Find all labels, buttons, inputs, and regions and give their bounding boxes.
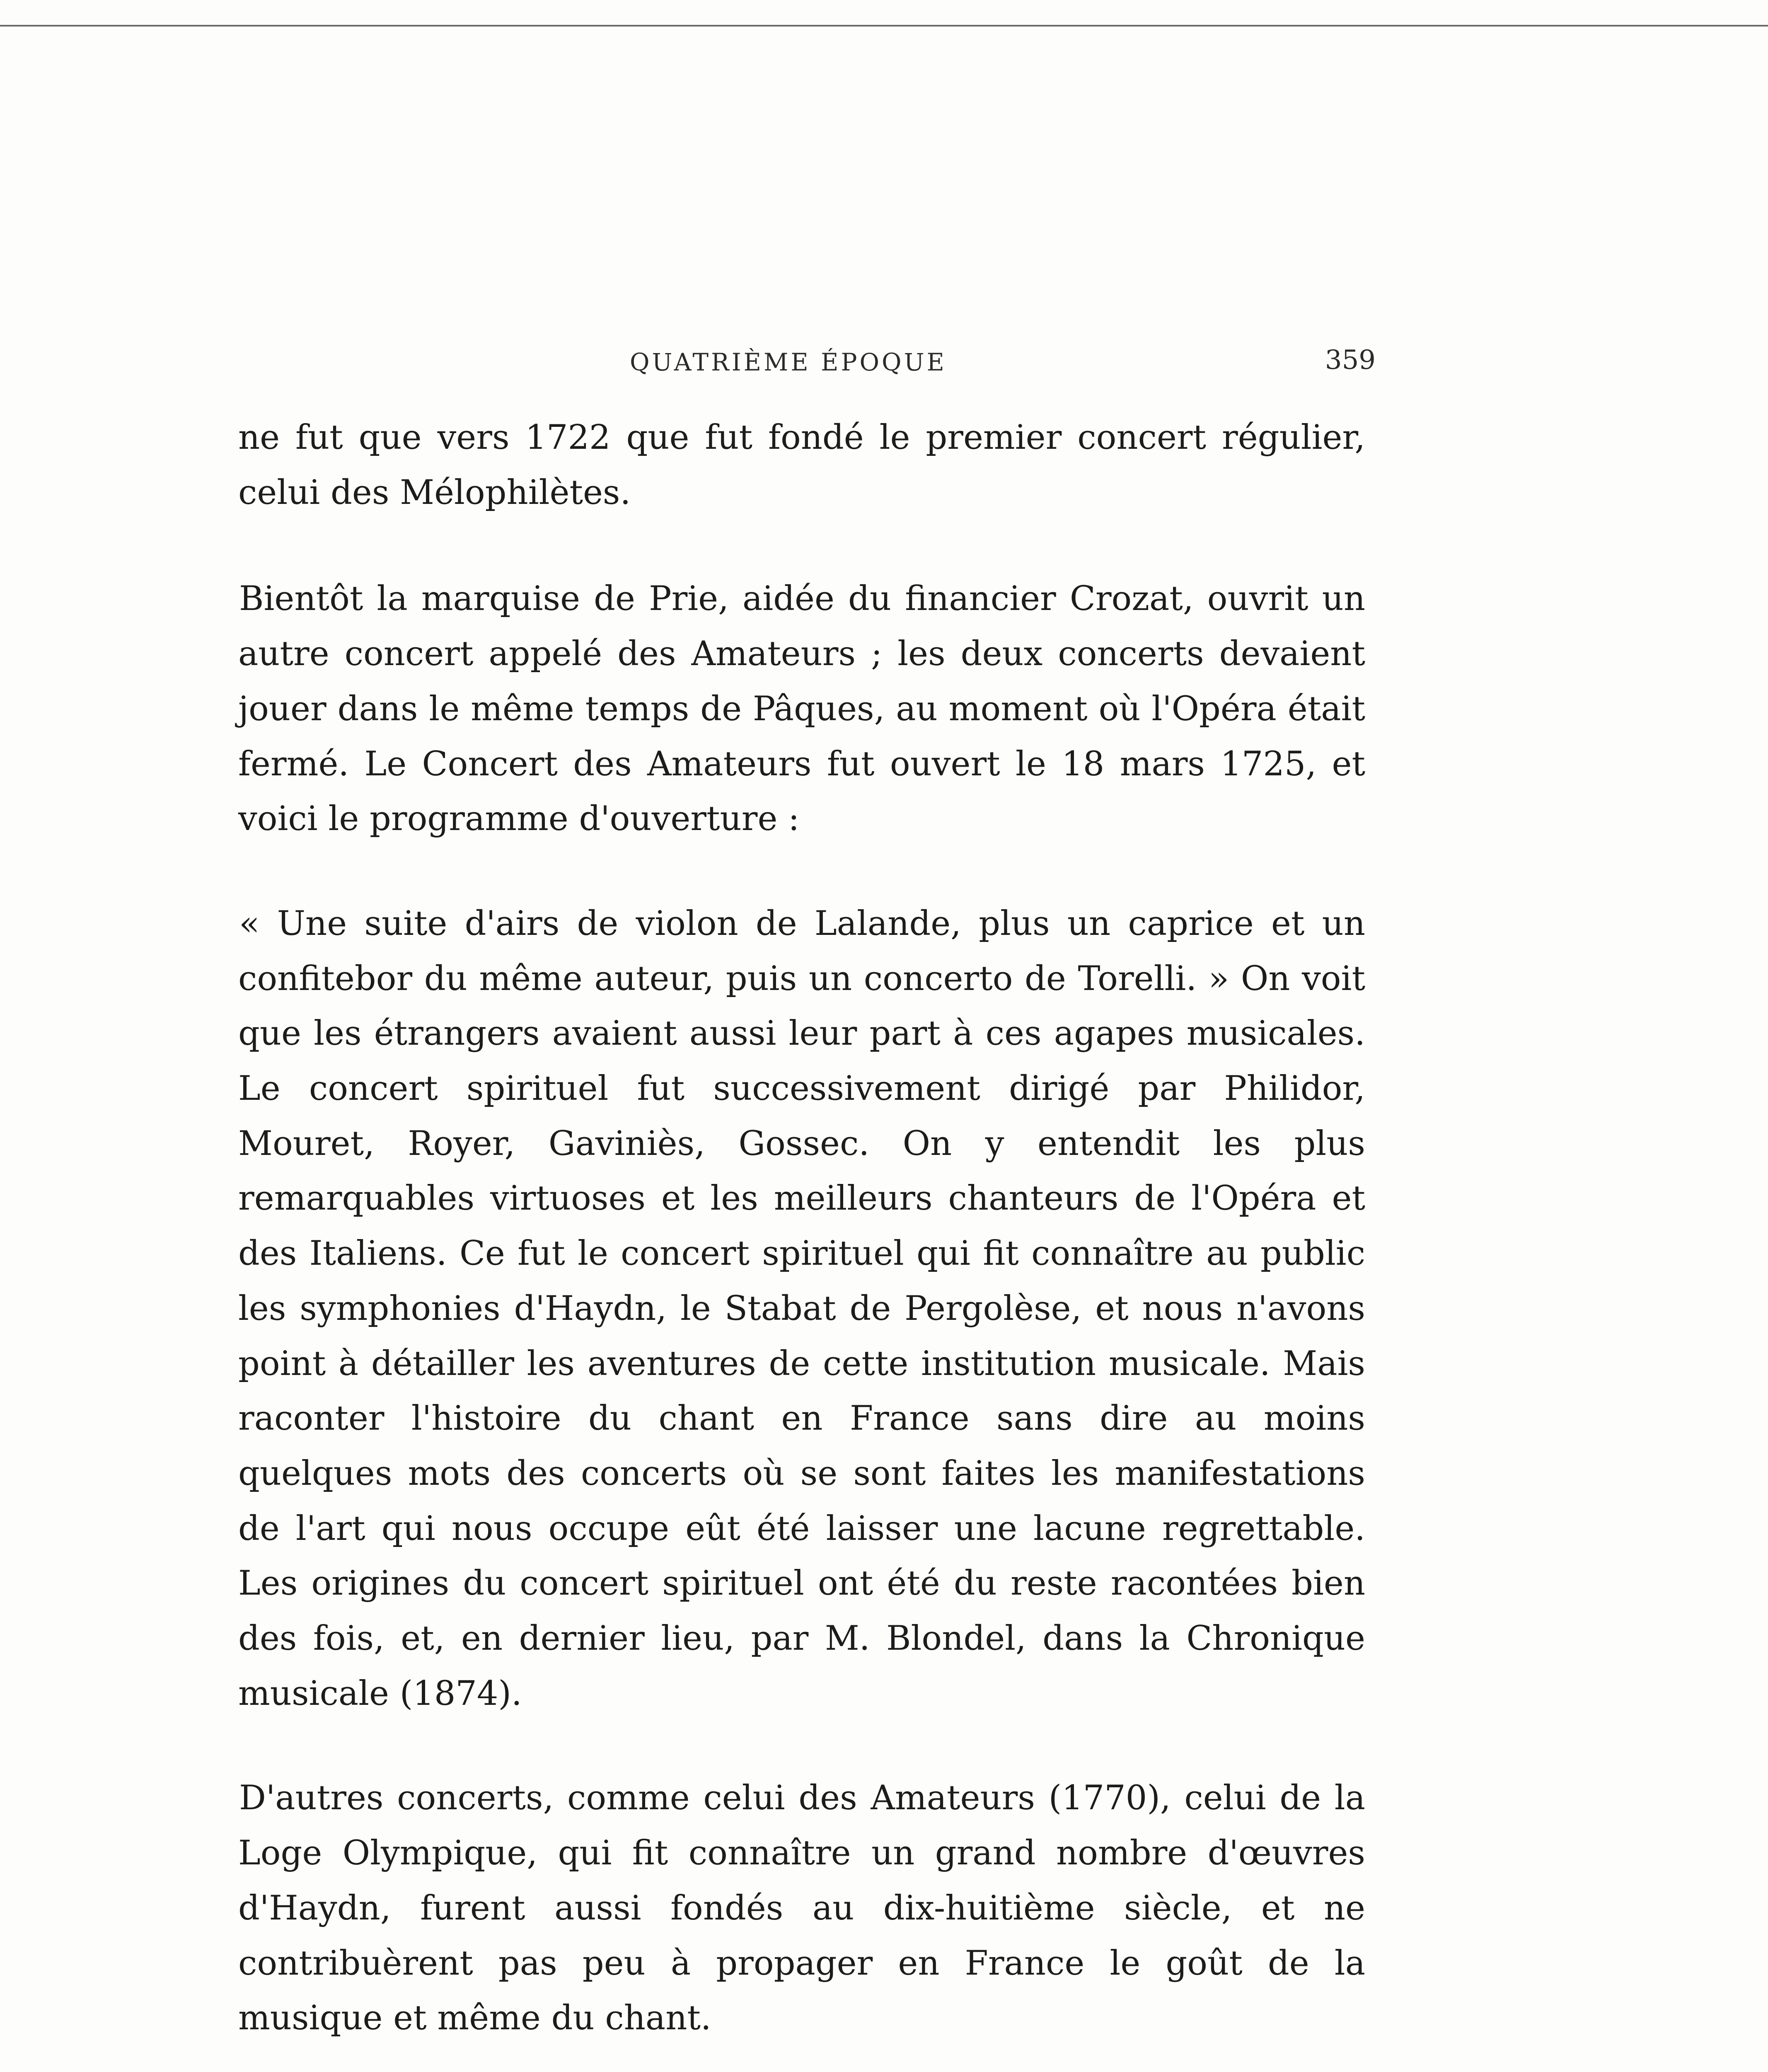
paragraph-4: D'autres concerts, comme celui des Amateurs (1770), celui de la Loge Olympique, qui fit connaître un grand nombre d'œuvres d'Haydn, furent aussi fondés au dix-huitième siècle, et ne contribuèrent pas peu à propager en France le goût de la musique et même du chant. bbox=[238, 1779, 1365, 2038]
body-text bbox=[238, 410, 1365, 2072]
paragraph-2: Bientôt la marquise de Prie, aidée du financier Crozat, ouvrit un autre concert appelé des Amateurs ; les deux concerts devaient jouer dans le même temps de Pâques, au moment où l'Opéra était fermé. Le Concert des Amateurs fut ouvert le 18 mars 1725, et voici le programme d'ouverture : bbox=[238, 579, 1365, 839]
running-head: QUATRIÈME ÉPOQUE bbox=[630, 348, 947, 376]
paragraph-1: ne fut que vers 1722 que fut fondé le premier concert régulier, celui des Mélophilètes. bbox=[238, 418, 1365, 512]
page-header bbox=[232, 345, 1376, 385]
paragraph-3: « Une suite d'airs de violon de Lalande, plus un caprice et un confitebor du même auteur, puis un concerto de Torelli. » On voit que les étrangers avaient aussi leur part à ces agapes musicales. Le concert spirituel fut successivement dirigé par Philidor, Mouret, Royer, Gaviniès, Gossec. On y entendit les plus remarquables virtuoses et les meilleurs chanteurs de l'Opéra et des Italiens. Ce fut le concert spirituel qui fit connaître au public les symphonies d'Haydn, le Stabat de Pergolèse, et nous n'avons point à détailler les aventures de cette institution musicale. Mais raconter l'histoire du chant en France sans dire au moins quelques mots des concerts où se sont faites les manifestations de l'art qui nous occupe eût été laisser une lacune regrettable. Les origines du concert spirituel ont été du reste racontées bien des fois, et, en dernier lieu, par M. Blondel, dans la Chronique musicale (1874). bbox=[238, 904, 1365, 1713]
top-edge-rule bbox=[0, 25, 1768, 27]
page-number: 359 bbox=[1325, 345, 1376, 375]
